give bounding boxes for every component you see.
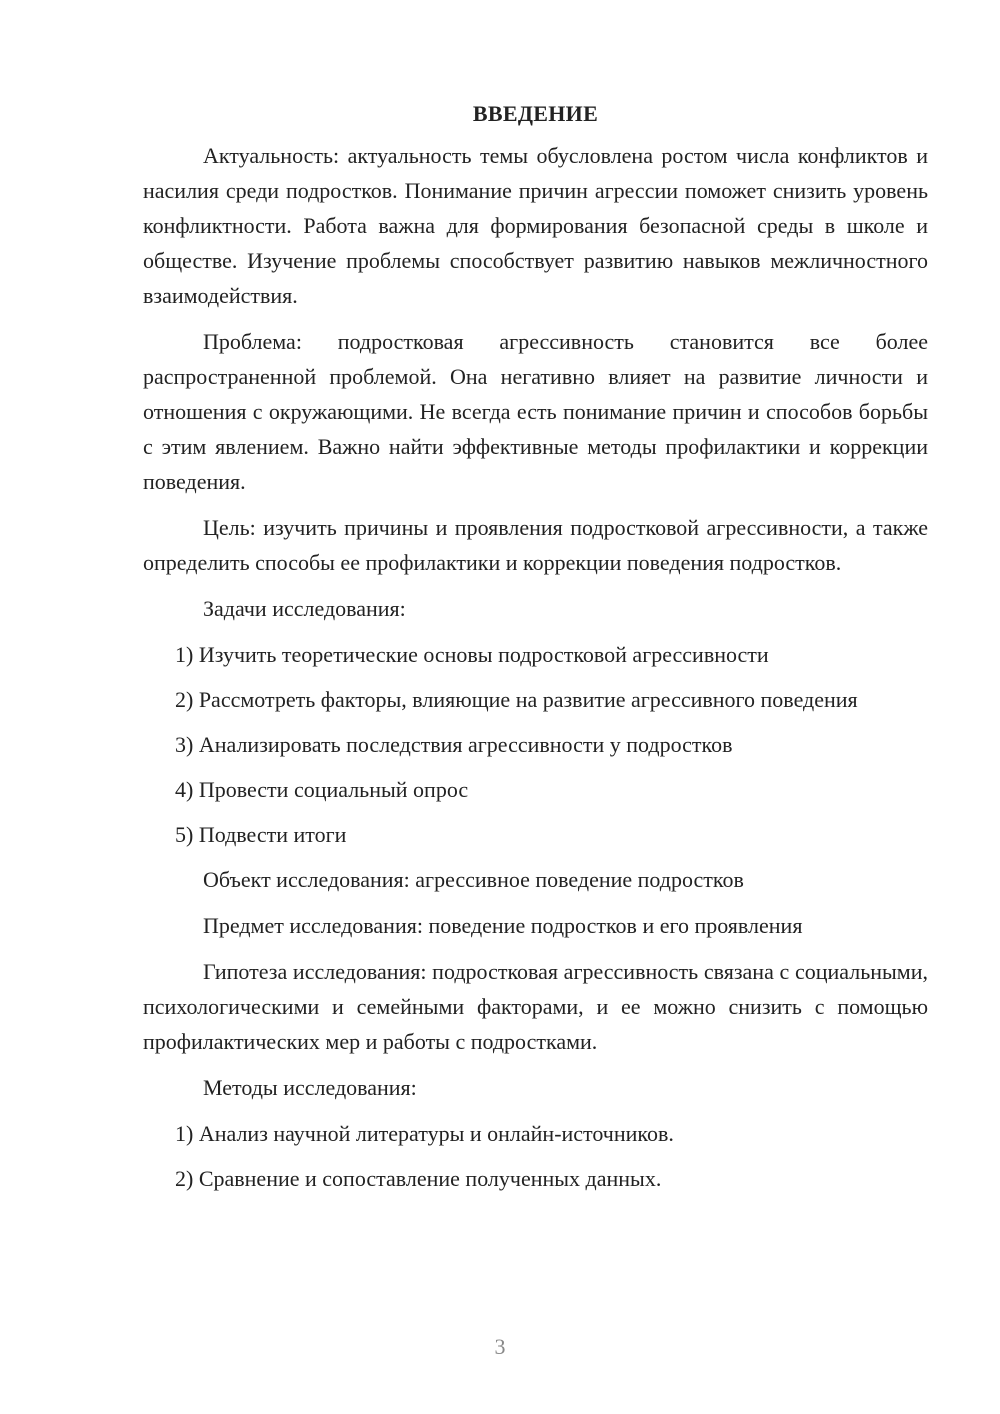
task-item-2: 2) Рассмотреть факторы, влияющие на развитие агрессивного поведения (175, 687, 858, 712)
task-item-3: 3) Анализировать последствия агрессивности у подростков (175, 732, 733, 757)
subject-paragraph: Предмет исследования: поведение подростков и его проявления (203, 913, 803, 938)
document-title: ВВЕДЕНИЕ (472, 101, 599, 126)
task-item-4: 4) Провести социальный опрос (175, 777, 469, 802)
method-item-1: 1) Анализ научной литературы и онлайн-источников. (175, 1121, 674, 1146)
hypothesis-paragraph: Гипотеза исследования: подростковая агрессивность связана с социальными, психологическими и семейными факторами, и ее можно снизить с помощью профилактических мер и работы с подростками. (143, 959, 928, 1054)
goal-paragraph: Цель: изучить причины и проявления подростковой агрессивности, а также определить способы ее профилактики и коррекции поведения подростков. (143, 515, 928, 575)
methods-heading: Методы исследования: (203, 1075, 417, 1100)
tasks-heading: Задачи исследования: (203, 596, 406, 621)
actuality-paragraph: Актуальность: актуальность темы обусловлена ростом числа конфликтов и насилия среди подростков. Понимание причин агрессии поможет снизить уровень конфликтности. Работа важна для формирования безопасной среды в школе и обществе. Изучение проблемы способствует развитию навыков межличностного взаимодействия. (143, 143, 928, 308)
task-item-1: 1) Изучить теоретические основы подростковой агрессивности (175, 642, 769, 667)
page-number: 3 (494, 1334, 506, 1359)
method-item-2: 2) Сравнение и сопоставление полученных данных. (175, 1166, 662, 1191)
problem-paragraph: Проблема: подростковая агрессивность становится все более распространенной проблемой. Она негативно влияет на развитие личности и отношения с окружающими. Не всегда есть понимание причин и способов борьбы с этим явлением. Важно найти эффективные методы профилактики и коррекции поведения. (143, 329, 928, 494)
object-paragraph: Объект исследования: агрессивное поведение подростков (203, 867, 744, 892)
document-page (143, 96, 928, 1206)
task-item-5: 5) Подвести итоги (175, 822, 347, 847)
